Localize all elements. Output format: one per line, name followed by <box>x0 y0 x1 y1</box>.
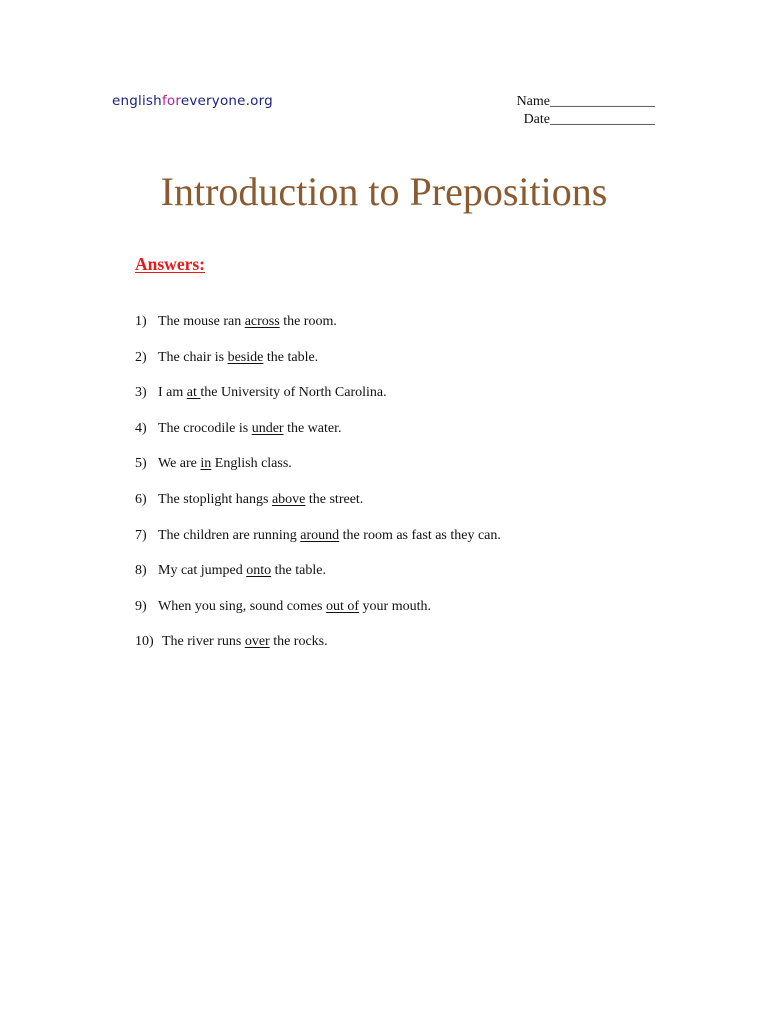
answer-preposition: onto <box>246 563 272 579</box>
answer-preposition: beside <box>227 349 264 365</box>
logo-part-everyone: everyone.org <box>180 93 273 109</box>
logo-part-english: english <box>112 93 162 109</box>
answer-preposition: around <box>300 527 340 543</box>
answer-preposition: above <box>271 491 306 507</box>
answer-number: 1) <box>135 314 147 329</box>
answer-number: 7) <box>135 527 147 543</box>
answer-preposition: over <box>244 634 270 650</box>
answer-item <box>135 454 501 490</box>
answer-preposition: at <box>186 385 201 401</box>
answer-text-before: We are <box>158 456 201 472</box>
answer-number: 5) <box>135 456 147 472</box>
answer-text-after: the room as fast as they can. <box>339 527 501 543</box>
name-line: Name_______________ <box>516 94 655 109</box>
answer-item <box>135 312 501 348</box>
site-logo <box>112 93 273 109</box>
answer-number: 2) <box>135 349 147 365</box>
answer-text-before: The mouse ran <box>158 314 245 329</box>
answer-number: 10) <box>135 634 154 650</box>
answer-item <box>135 419 501 455</box>
answer-text-after: your mouth. <box>359 598 431 614</box>
answer-number: 4) <box>135 420 147 436</box>
answer-item <box>135 348 501 384</box>
answers-list <box>135 312 501 668</box>
answer-preposition: in <box>200 456 212 472</box>
answer-number: 9) <box>135 598 147 614</box>
answer-text-after: the water. <box>283 420 342 436</box>
answer-text-after: the room. <box>279 314 337 329</box>
answers-heading: Answers: <box>135 254 205 274</box>
answer-item <box>135 561 501 597</box>
answer-preposition: under <box>251 420 284 436</box>
answer-number: 6) <box>135 491 147 507</box>
answer-text-after: the table. <box>271 563 326 579</box>
answer-text-before: The stoplight hangs <box>158 491 272 507</box>
logo-part-for: for <box>161 93 181 109</box>
answer-text-before: I am <box>158 385 187 401</box>
answer-text-after: the rocks. <box>269 634 328 650</box>
answer-item <box>135 632 501 668</box>
answer-text-before: When you sing, sound comes <box>158 598 326 614</box>
answer-preposition: out of <box>325 598 360 614</box>
answer-text-after: the street. <box>305 491 364 507</box>
answer-text-after: the University of North Carolina. <box>200 385 387 401</box>
answer-preposition: across <box>244 314 280 329</box>
answer-number: 3) <box>135 385 147 401</box>
answer-text-after: the table. <box>263 349 319 365</box>
date-line: Date_______________ <box>523 112 655 127</box>
answer-text-after: English class. <box>211 456 292 472</box>
answer-text-before: The river runs <box>162 634 245 650</box>
name-date-block <box>470 93 655 129</box>
answer-text-before: The children are running <box>158 527 301 543</box>
page-title: Introduction to Prepositions <box>160 169 608 214</box>
answer-item <box>135 597 501 633</box>
answer-item <box>135 526 501 562</box>
answer-text-before: The chair is <box>158 349 228 365</box>
answer-text-before: The crocodile is <box>158 420 252 436</box>
answer-number: 8) <box>135 563 147 579</box>
answer-item <box>135 383 501 419</box>
answer-text-before: My cat jumped <box>158 563 247 579</box>
answer-item <box>135 490 501 526</box>
